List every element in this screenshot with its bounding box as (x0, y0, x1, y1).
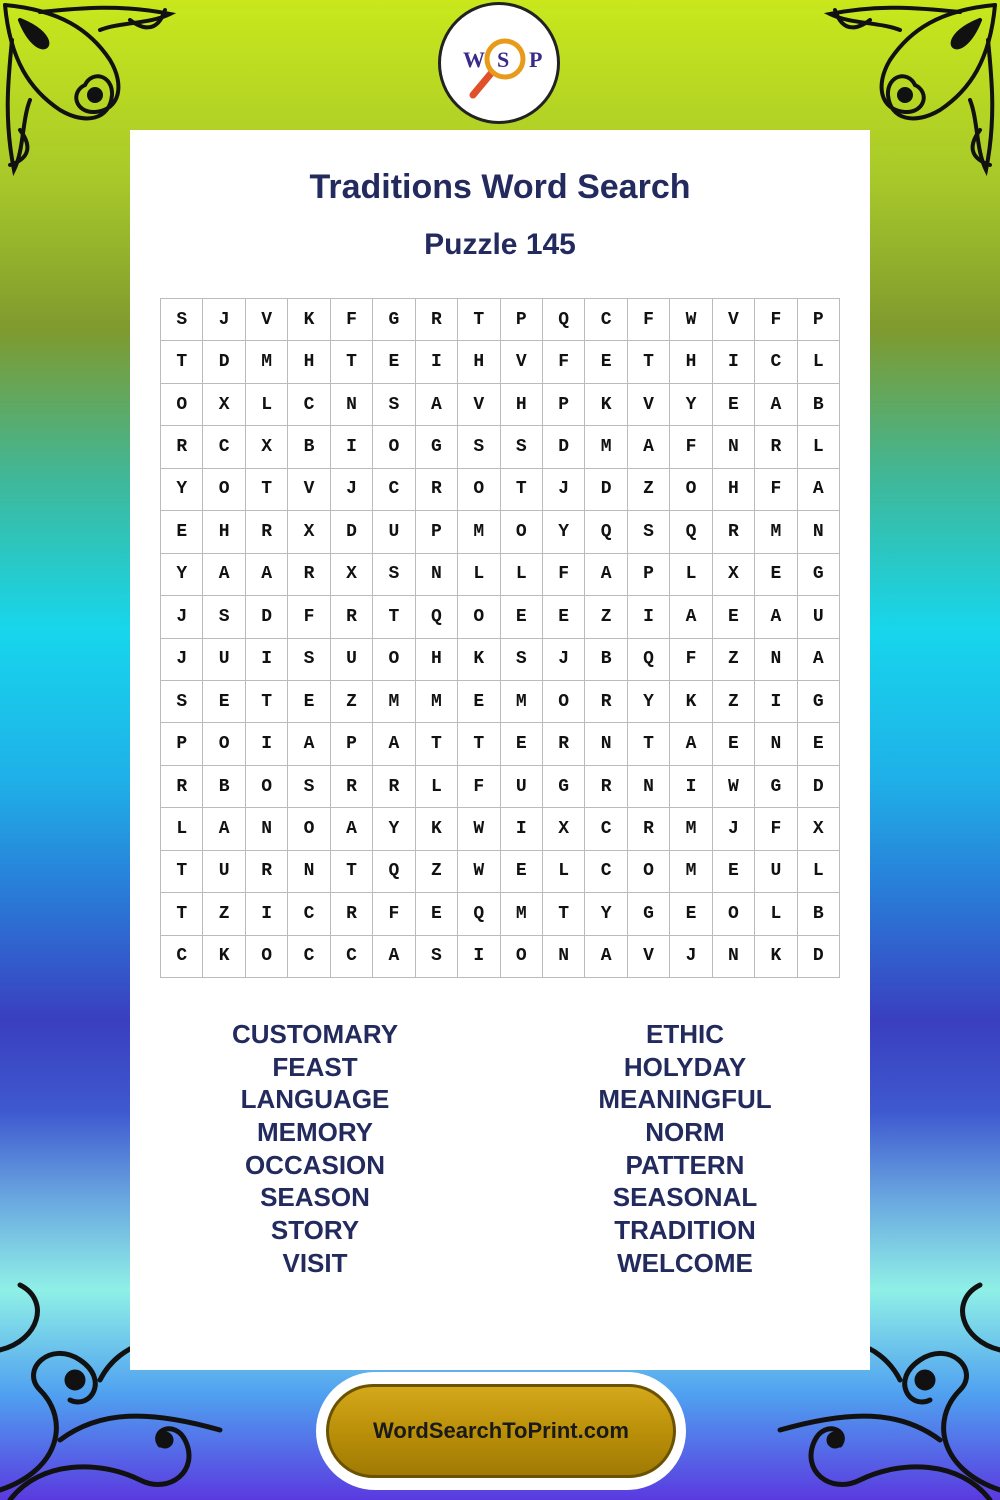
grid-cell[interactable]: A (331, 808, 373, 850)
grid-cell[interactable]: I (501, 808, 543, 850)
grid-cell[interactable]: S (501, 639, 543, 681)
grid-cell[interactable]: F (543, 341, 585, 383)
grid-cell[interactable]: N (713, 936, 755, 978)
grid-cell[interactable]: T (628, 723, 670, 765)
letter-grid (160, 298, 840, 978)
grid-cell[interactable]: R (331, 766, 373, 808)
grid-cell[interactable]: C (585, 299, 627, 341)
grid-cell[interactable]: U (203, 851, 245, 893)
grid-cell[interactable]: Z (628, 469, 670, 511)
grid-cell[interactable]: U (331, 639, 373, 681)
grid-cell[interactable]: D (203, 341, 245, 383)
grid-cell[interactable]: L (755, 893, 797, 935)
grid-cell[interactable]: H (458, 341, 500, 383)
grid-cell[interactable]: J (161, 639, 203, 681)
grid-cell[interactable]: O (543, 681, 585, 723)
grid-cell[interactable]: C (373, 469, 415, 511)
grid-cell[interactable]: Z (331, 681, 373, 723)
grid-cell[interactable]: O (203, 469, 245, 511)
word-item: CUSTOMARY (231, 1019, 399, 1049)
grid-cell[interactable]: E (501, 596, 543, 638)
grid-cell[interactable]: E (501, 851, 543, 893)
grid-cell[interactable]: L (670, 554, 712, 596)
grid-cell[interactable]: W (458, 851, 500, 893)
grid-cell[interactable]: B (798, 893, 840, 935)
site-link-button[interactable]: WordSearchToPrint.com (326, 1384, 676, 1478)
grid-cell[interactable]: T (416, 723, 458, 765)
grid-cell[interactable]: C (288, 893, 330, 935)
grid-cell[interactable]: T (458, 299, 500, 341)
magnifier-handle-icon (473, 71, 493, 95)
word-item: SEASONAL (612, 1182, 758, 1213)
grid-cell[interactable]: H (203, 511, 245, 553)
grid-cell[interactable]: L (543, 851, 585, 893)
grid-cell[interactable]: X (331, 554, 373, 596)
grid-cell[interactable]: V (288, 469, 330, 511)
grid-cell[interactable]: V (501, 341, 543, 383)
grid-cell[interactable]: E (670, 893, 712, 935)
grid-cell[interactable]: V (713, 299, 755, 341)
grid-cell[interactable]: M (670, 808, 712, 850)
grid-cell[interactable]: O (458, 469, 500, 511)
grid-cell[interactable]: R (373, 766, 415, 808)
word-item: TRADITION (614, 1215, 756, 1246)
grid-cell[interactable]: N (713, 426, 755, 468)
grid-cell[interactable]: T (331, 851, 373, 893)
grid-cell[interactable]: N (543, 936, 585, 978)
grid-cell[interactable]: R (713, 511, 755, 553)
grid-cell[interactable]: Z (713, 639, 755, 681)
grid-cell[interactable]: E (203, 681, 245, 723)
grid-cell[interactable]: D (543, 426, 585, 468)
grid-cell[interactable]: Z (203, 893, 245, 935)
grid-cell[interactable]: E (798, 723, 840, 765)
grid-cell[interactable]: N (416, 554, 458, 596)
grid-cell[interactable]: N (755, 723, 797, 765)
grid-cell[interactable]: F (543, 554, 585, 596)
grid-cell[interactable]: G (798, 554, 840, 596)
grid-cell[interactable]: I (628, 596, 670, 638)
grid-cell[interactable]: F (670, 639, 712, 681)
grid-cell[interactable]: A (373, 723, 415, 765)
puzzle-number: Puzzle 145 (424, 228, 576, 261)
grid-cell[interactable]: M (416, 681, 458, 723)
grid-cell[interactable]: R (628, 808, 670, 850)
grid-cell[interactable]: J (543, 469, 585, 511)
grid-cell[interactable]: V (628, 384, 670, 426)
grid-cell[interactable]: R (331, 893, 373, 935)
grid-cell[interactable]: N (331, 384, 373, 426)
grid-cell[interactable]: J (203, 299, 245, 341)
grid-cell[interactable]: X (798, 808, 840, 850)
grid-cell[interactable]: G (373, 299, 415, 341)
grid-cell[interactable]: Q (543, 299, 585, 341)
grid-cell[interactable]: H (713, 469, 755, 511)
wsp-logo (438, 2, 560, 124)
grid-cell[interactable]: S (288, 639, 330, 681)
word-list-right (500, 1018, 870, 1280)
grid-cell[interactable]: I (246, 893, 288, 935)
grid-cell[interactable]: F (755, 808, 797, 850)
logo-letter-s: S (497, 47, 510, 72)
grid-cell[interactable]: Y (161, 554, 203, 596)
grid-cell[interactable]: S (161, 299, 203, 341)
grid-cell[interactable]: N (246, 808, 288, 850)
grid-cell[interactable]: H (501, 384, 543, 426)
grid-cell[interactable]: A (670, 596, 712, 638)
grid-cell[interactable]: C (288, 936, 330, 978)
grid-cell[interactable]: A (246, 554, 288, 596)
grid-cell[interactable]: T (501, 469, 543, 511)
grid-cell[interactable]: H (416, 639, 458, 681)
grid-cell[interactable]: Q (458, 893, 500, 935)
grid-cell[interactable]: T (458, 723, 500, 765)
grid-cell[interactable]: P (416, 511, 458, 553)
grid-cell[interactable]: Y (585, 893, 627, 935)
grid-cell[interactable]: E (713, 723, 755, 765)
grid-cell[interactable]: K (203, 936, 245, 978)
grid-cell[interactable]: R (161, 426, 203, 468)
grid-cell[interactable]: B (798, 384, 840, 426)
grid-cell[interactable]: O (458, 596, 500, 638)
grid-cell[interactable]: A (203, 554, 245, 596)
grid-cell[interactable]: S (501, 426, 543, 468)
grid-cell[interactable]: I (416, 341, 458, 383)
grid-cell[interactable]: H (288, 341, 330, 383)
grid-cell[interactable]: Z (713, 681, 755, 723)
grid-cell[interactable]: K (458, 639, 500, 681)
grid-cell[interactable]: L (798, 341, 840, 383)
grid-cell[interactable]: U (373, 511, 415, 553)
grid-cell[interactable]: T (246, 681, 288, 723)
grid-cell[interactable]: F (331, 299, 373, 341)
grid-cell[interactable]: P (331, 723, 373, 765)
grid-cell[interactable]: K (416, 808, 458, 850)
grid-cell[interactable]: Q (416, 596, 458, 638)
grid-cell[interactable]: C (585, 808, 627, 850)
grid-cell[interactable]: C (203, 426, 245, 468)
grid-cell[interactable]: N (288, 851, 330, 893)
word-item: LANGUAGE (240, 1084, 390, 1115)
grid-cell[interactable]: R (543, 723, 585, 765)
grid-cell[interactable]: E (501, 723, 543, 765)
grid-cell[interactable]: N (585, 723, 627, 765)
grid-cell[interactable]: A (585, 554, 627, 596)
grid-cell[interactable]: O (203, 723, 245, 765)
grid-cell[interactable]: S (288, 766, 330, 808)
grid-cell[interactable]: B (585, 639, 627, 681)
grid-cell[interactable]: P (798, 299, 840, 341)
grid-cell[interactable]: X (713, 554, 755, 596)
grid-cell[interactable]: M (246, 341, 288, 383)
grid-cell[interactable]: E (543, 596, 585, 638)
grid-cell[interactable]: D (331, 511, 373, 553)
grid-cell[interactable]: S (416, 936, 458, 978)
grid-cell[interactable]: X (288, 511, 330, 553)
grid-cell[interactable]: A (203, 808, 245, 850)
grid-cell[interactable]: L (161, 808, 203, 850)
grid-cell[interactable]: O (501, 511, 543, 553)
grid-cell[interactable]: R (331, 596, 373, 638)
grid-cell[interactable]: V (628, 936, 670, 978)
grid-cell[interactable]: K (670, 681, 712, 723)
grid-cell[interactable]: E (755, 554, 797, 596)
word-item: PATTERN (625, 1149, 745, 1180)
grid-cell[interactable]: E (713, 851, 755, 893)
grid-cell[interactable]: E (585, 341, 627, 383)
grid-cell[interactable]: S (203, 596, 245, 638)
grid-cell[interactable]: O (501, 936, 543, 978)
grid-cell[interactable]: I (331, 426, 373, 468)
grid-cell[interactable]: A (628, 426, 670, 468)
grid-cell[interactable]: E (288, 681, 330, 723)
grid-cell[interactable]: F (755, 469, 797, 511)
grid-cell[interactable]: X (246, 426, 288, 468)
grid-cell[interactable]: L (246, 384, 288, 426)
grid-cell[interactable]: N (628, 766, 670, 808)
grid-cell[interactable]: O (288, 808, 330, 850)
grid-cell[interactable]: L (798, 426, 840, 468)
grid-cell[interactable]: U (798, 596, 840, 638)
grid-cell[interactable]: I (246, 723, 288, 765)
grid-cell[interactable]: T (161, 341, 203, 383)
grid-cell[interactable]: O (628, 851, 670, 893)
grid-cell[interactable]: I (246, 639, 288, 681)
grid-cell[interactable]: M (458, 511, 500, 553)
grid-cell[interactable]: A (755, 384, 797, 426)
grid-cell[interactable]: Q (628, 639, 670, 681)
word-item: WELCOME (617, 1247, 753, 1278)
grid-cell[interactable]: T (161, 893, 203, 935)
grid-cell[interactable]: V (458, 384, 500, 426)
word-item: HOLYDAY (623, 1051, 747, 1082)
grid-cell[interactable]: E (161, 511, 203, 553)
grid-cell[interactable]: A (755, 596, 797, 638)
grid-cell[interactable]: O (246, 766, 288, 808)
grid-cell[interactable]: F (288, 596, 330, 638)
grid-cell[interactable]: R (246, 511, 288, 553)
grid-cell[interactable]: D (798, 766, 840, 808)
grid-cell[interactable]: I (713, 341, 755, 383)
grid-cell[interactable]: D (585, 469, 627, 511)
grid-cell[interactable]: R (246, 851, 288, 893)
grid-cell[interactable]: S (373, 384, 415, 426)
grid-cell[interactable]: J (713, 808, 755, 850)
grid-cell[interactable]: Y (161, 469, 203, 511)
word-list (130, 1018, 870, 1280)
grid-cell[interactable]: A (288, 723, 330, 765)
grid-cell[interactable]: L (798, 851, 840, 893)
grid-cell[interactable]: K (755, 936, 797, 978)
grid-cell[interactable]: T (331, 341, 373, 383)
grid-cell[interactable]: K (288, 299, 330, 341)
grid-cell[interactable]: K (585, 384, 627, 426)
word-item: MEANINGFUL (598, 1084, 772, 1115)
word-item: NORM (645, 1117, 725, 1148)
grid-cell[interactable]: B (288, 426, 330, 468)
grid-cell[interactable]: A (585, 936, 627, 978)
grid-cell[interactable]: J (670, 936, 712, 978)
grid-cell[interactable]: D (798, 936, 840, 978)
grid-cell[interactable]: W (670, 299, 712, 341)
grid-cell[interactable]: L (416, 766, 458, 808)
grid-cell[interactable]: A (798, 469, 840, 511)
word-item: VISIT (282, 1247, 348, 1278)
grid-cell[interactable]: I (755, 681, 797, 723)
grid-cell[interactable]: O (246, 936, 288, 978)
grid-cell[interactable]: A (798, 639, 840, 681)
grid-cell[interactable]: S (161, 681, 203, 723)
grid-cell[interactable]: T (246, 469, 288, 511)
grid-cell[interactable]: S (373, 554, 415, 596)
grid-cell[interactable]: Y (543, 511, 585, 553)
grid-cell[interactable]: C (288, 384, 330, 426)
grid-cell[interactable]: X (203, 384, 245, 426)
grid-cell[interactable]: R (585, 766, 627, 808)
grid-cell[interactable]: R (755, 426, 797, 468)
grid-cell[interactable]: D (246, 596, 288, 638)
grid-cell[interactable]: E (458, 681, 500, 723)
grid-cell[interactable]: M (670, 851, 712, 893)
grid-cell[interactable]: G (543, 766, 585, 808)
word-list-left (130, 1018, 500, 1280)
grid-cell[interactable]: T (161, 851, 203, 893)
grid-cell[interactable]: G (798, 681, 840, 723)
grid-cell[interactable]: Y (628, 681, 670, 723)
grid-cell[interactable]: Z (416, 851, 458, 893)
grid-cell[interactable]: M (755, 511, 797, 553)
grid-cell[interactable]: P (628, 554, 670, 596)
grid-cell[interactable]: I (670, 766, 712, 808)
grid-cell[interactable]: R (416, 299, 458, 341)
grid-cell[interactable]: R (416, 469, 458, 511)
word-item: OCCASION (244, 1149, 386, 1180)
grid-cell[interactable]: Z (585, 596, 627, 638)
grid-cell[interactable]: N (755, 639, 797, 681)
logo-letter-w: W (463, 47, 485, 72)
grid-cell[interactable]: P (543, 384, 585, 426)
grid-cell[interactable]: O (373, 426, 415, 468)
word-item: STORY (270, 1215, 360, 1246)
grid-cell[interactable]: T (628, 341, 670, 383)
grid-cell[interactable]: I (458, 936, 500, 978)
grid-cell[interactable]: P (161, 723, 203, 765)
grid-cell[interactable]: E (373, 341, 415, 383)
grid-cell[interactable]: G (628, 893, 670, 935)
grid-cell[interactable]: X (543, 808, 585, 850)
grid-cell[interactable]: T (543, 893, 585, 935)
grid-cell[interactable]: V (246, 299, 288, 341)
word-item: SEASON (260, 1182, 370, 1213)
grid-cell[interactable]: Y (373, 808, 415, 850)
grid-cell[interactable]: C (755, 341, 797, 383)
grid-cell[interactable]: Q (585, 511, 627, 553)
grid-cell[interactable]: L (501, 554, 543, 596)
grid-cell[interactable]: F (458, 766, 500, 808)
grid-cell[interactable]: R (161, 766, 203, 808)
grid-cell[interactable]: J (543, 639, 585, 681)
word-item: MEMORY (256, 1117, 374, 1148)
grid-cell[interactable]: W (713, 766, 755, 808)
grid-cell[interactable]: U (203, 639, 245, 681)
word-item: ETHIC (646, 1019, 724, 1049)
grid-cell[interactable]: J (331, 469, 373, 511)
grid-cell[interactable]: M (373, 681, 415, 723)
grid-cell[interactable]: C (161, 936, 203, 978)
grid-cell[interactable]: O (373, 639, 415, 681)
grid-cell[interactable]: F (755, 299, 797, 341)
logo-letter-p: P (529, 47, 543, 72)
grid-cell[interactable]: P (501, 299, 543, 341)
grid-cell[interactable]: C (585, 851, 627, 893)
grid-cell[interactable]: E (713, 384, 755, 426)
grid-cell[interactable]: G (755, 766, 797, 808)
grid-cell[interactable]: T (373, 596, 415, 638)
grid-cell[interactable]: O (670, 469, 712, 511)
word-item: FEAST (272, 1051, 358, 1082)
grid-cell[interactable]: M (585, 426, 627, 468)
grid-cell[interactable]: C (331, 936, 373, 978)
grid-cell[interactable]: U (501, 766, 543, 808)
grid-cell[interactable]: U (755, 851, 797, 893)
grid-cell[interactable]: A (670, 723, 712, 765)
puzzle-card (130, 130, 870, 1370)
grid-cell[interactable]: E (713, 596, 755, 638)
grid-cell[interactable]: M (501, 893, 543, 935)
grid-cell[interactable]: G (416, 426, 458, 468)
grid-cell[interactable]: E (416, 893, 458, 935)
grid-cell[interactable]: Q (373, 851, 415, 893)
grid-cell[interactable]: B (203, 766, 245, 808)
grid-cell[interactable]: O (713, 893, 755, 935)
grid-cell[interactable]: Q (670, 511, 712, 553)
grid-cell[interactable]: N (798, 511, 840, 553)
grid-cell[interactable]: F (373, 893, 415, 935)
grid-cell[interactable]: O (161, 384, 203, 426)
grid-cell[interactable]: R (288, 554, 330, 596)
grid-cell[interactable]: A (373, 936, 415, 978)
grid-cell[interactable]: S (458, 426, 500, 468)
grid-cell[interactable]: A (416, 384, 458, 426)
grid-cell[interactable]: F (670, 426, 712, 468)
grid-cell[interactable]: L (458, 554, 500, 596)
grid-cell[interactable]: S (628, 511, 670, 553)
grid-cell[interactable]: R (585, 681, 627, 723)
grid-cell[interactable]: W (458, 808, 500, 850)
grid-cell[interactable]: H (670, 341, 712, 383)
grid-cell[interactable]: J (161, 596, 203, 638)
grid-cell[interactable]: Y (670, 384, 712, 426)
grid-cell[interactable]: M (501, 681, 543, 723)
grid-cell[interactable]: F (628, 299, 670, 341)
page-title: Traditions Word Search (309, 168, 691, 206)
